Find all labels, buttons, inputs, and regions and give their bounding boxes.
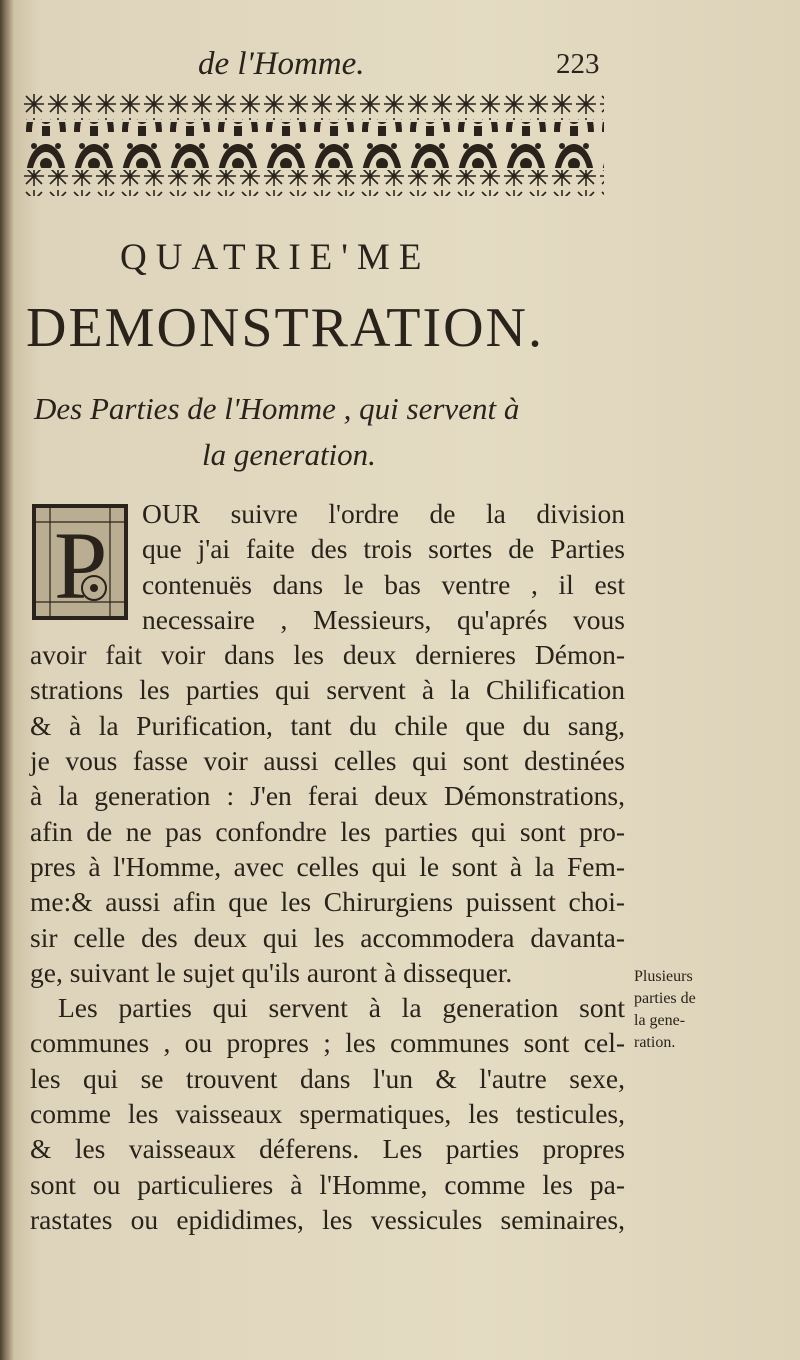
margin-note-line: Plusieurs: [634, 968, 693, 985]
text-line: necessaire , Messieurs, qu'aprés vous: [142, 603, 625, 635]
text-line: sir celle des deux qui les accommodera davanta-: [30, 921, 625, 953]
text-line: strations les parties qui servent à la Chilification: [30, 674, 625, 706]
running-head: de l'Homme.: [198, 46, 365, 82]
dropcap-letter: P: [54, 512, 108, 619]
heading-large: DEMONSTRATION.: [26, 297, 544, 359]
text-line: contenuës dans le bas ventre , il est: [142, 568, 625, 600]
text-line: me:& aussi afin que les Chirurgiens puissent choi-: [30, 886, 625, 918]
text-line: comme les vaisseaux spermatiques, les testicules,: [30, 1098, 625, 1130]
text-line: OUR suivre l'ordre de la division: [142, 498, 625, 529]
chapter-subtitle: [30, 386, 630, 478]
page-header: [0, 46, 800, 86]
text-line: je vous fasse voir aussi celles qui sont destinées: [30, 745, 625, 777]
margin-note-line: parties de: [634, 990, 696, 1007]
text-line: pres à l'Homme, avec celles qui le sont à la Fem-: [30, 850, 625, 882]
text-line: & les vaisseaux déferens. Les parties propres: [30, 1133, 625, 1165]
text-line: & à la Purification, tant du chile que du sang,: [30, 709, 625, 741]
text-line: les qui se trouvent dans l'un & l'autre sexe,: [30, 1062, 625, 1094]
text-line: que j'ai faite des trois sortes de Parties: [142, 533, 625, 565]
body-text: [30, 496, 625, 1237]
margin-note-line: la gene-: [634, 1012, 686, 1029]
text-line: rastates ou epididimes, les vessicules seminaires,: [30, 1203, 625, 1235]
text-line: communes , ou propres ; les communes sont cel-: [30, 1027, 625, 1059]
text-line: à la generation : J'en ferai deux Démonstrations,: [30, 780, 625, 812]
page-number: 223: [556, 48, 600, 80]
text-line: ge, suivant le sujet qu'ils auront à dissequer.: [30, 956, 513, 988]
margin-note-line: ration.: [634, 1034, 676, 1051]
heading-small: QUATRIE'ME: [120, 237, 431, 278]
subtitle-line-1: Des Parties de l'Homme , qui servent à: [34, 391, 520, 426]
margin-note: [634, 966, 744, 1054]
ornament-band: [22, 92, 604, 196]
text-line: sont ou particulieres à l'Homme, comme les pa-: [30, 1168, 625, 1200]
subtitle-line-2: la generation.: [202, 437, 376, 472]
text-line: afin de ne pas confondre les parties qui sont pro-: [30, 815, 625, 847]
text-line: Les parties qui servent à la generation sont: [58, 992, 625, 1024]
text-line: avoir fait voir dans les deux dernieres Démon-: [30, 639, 625, 671]
